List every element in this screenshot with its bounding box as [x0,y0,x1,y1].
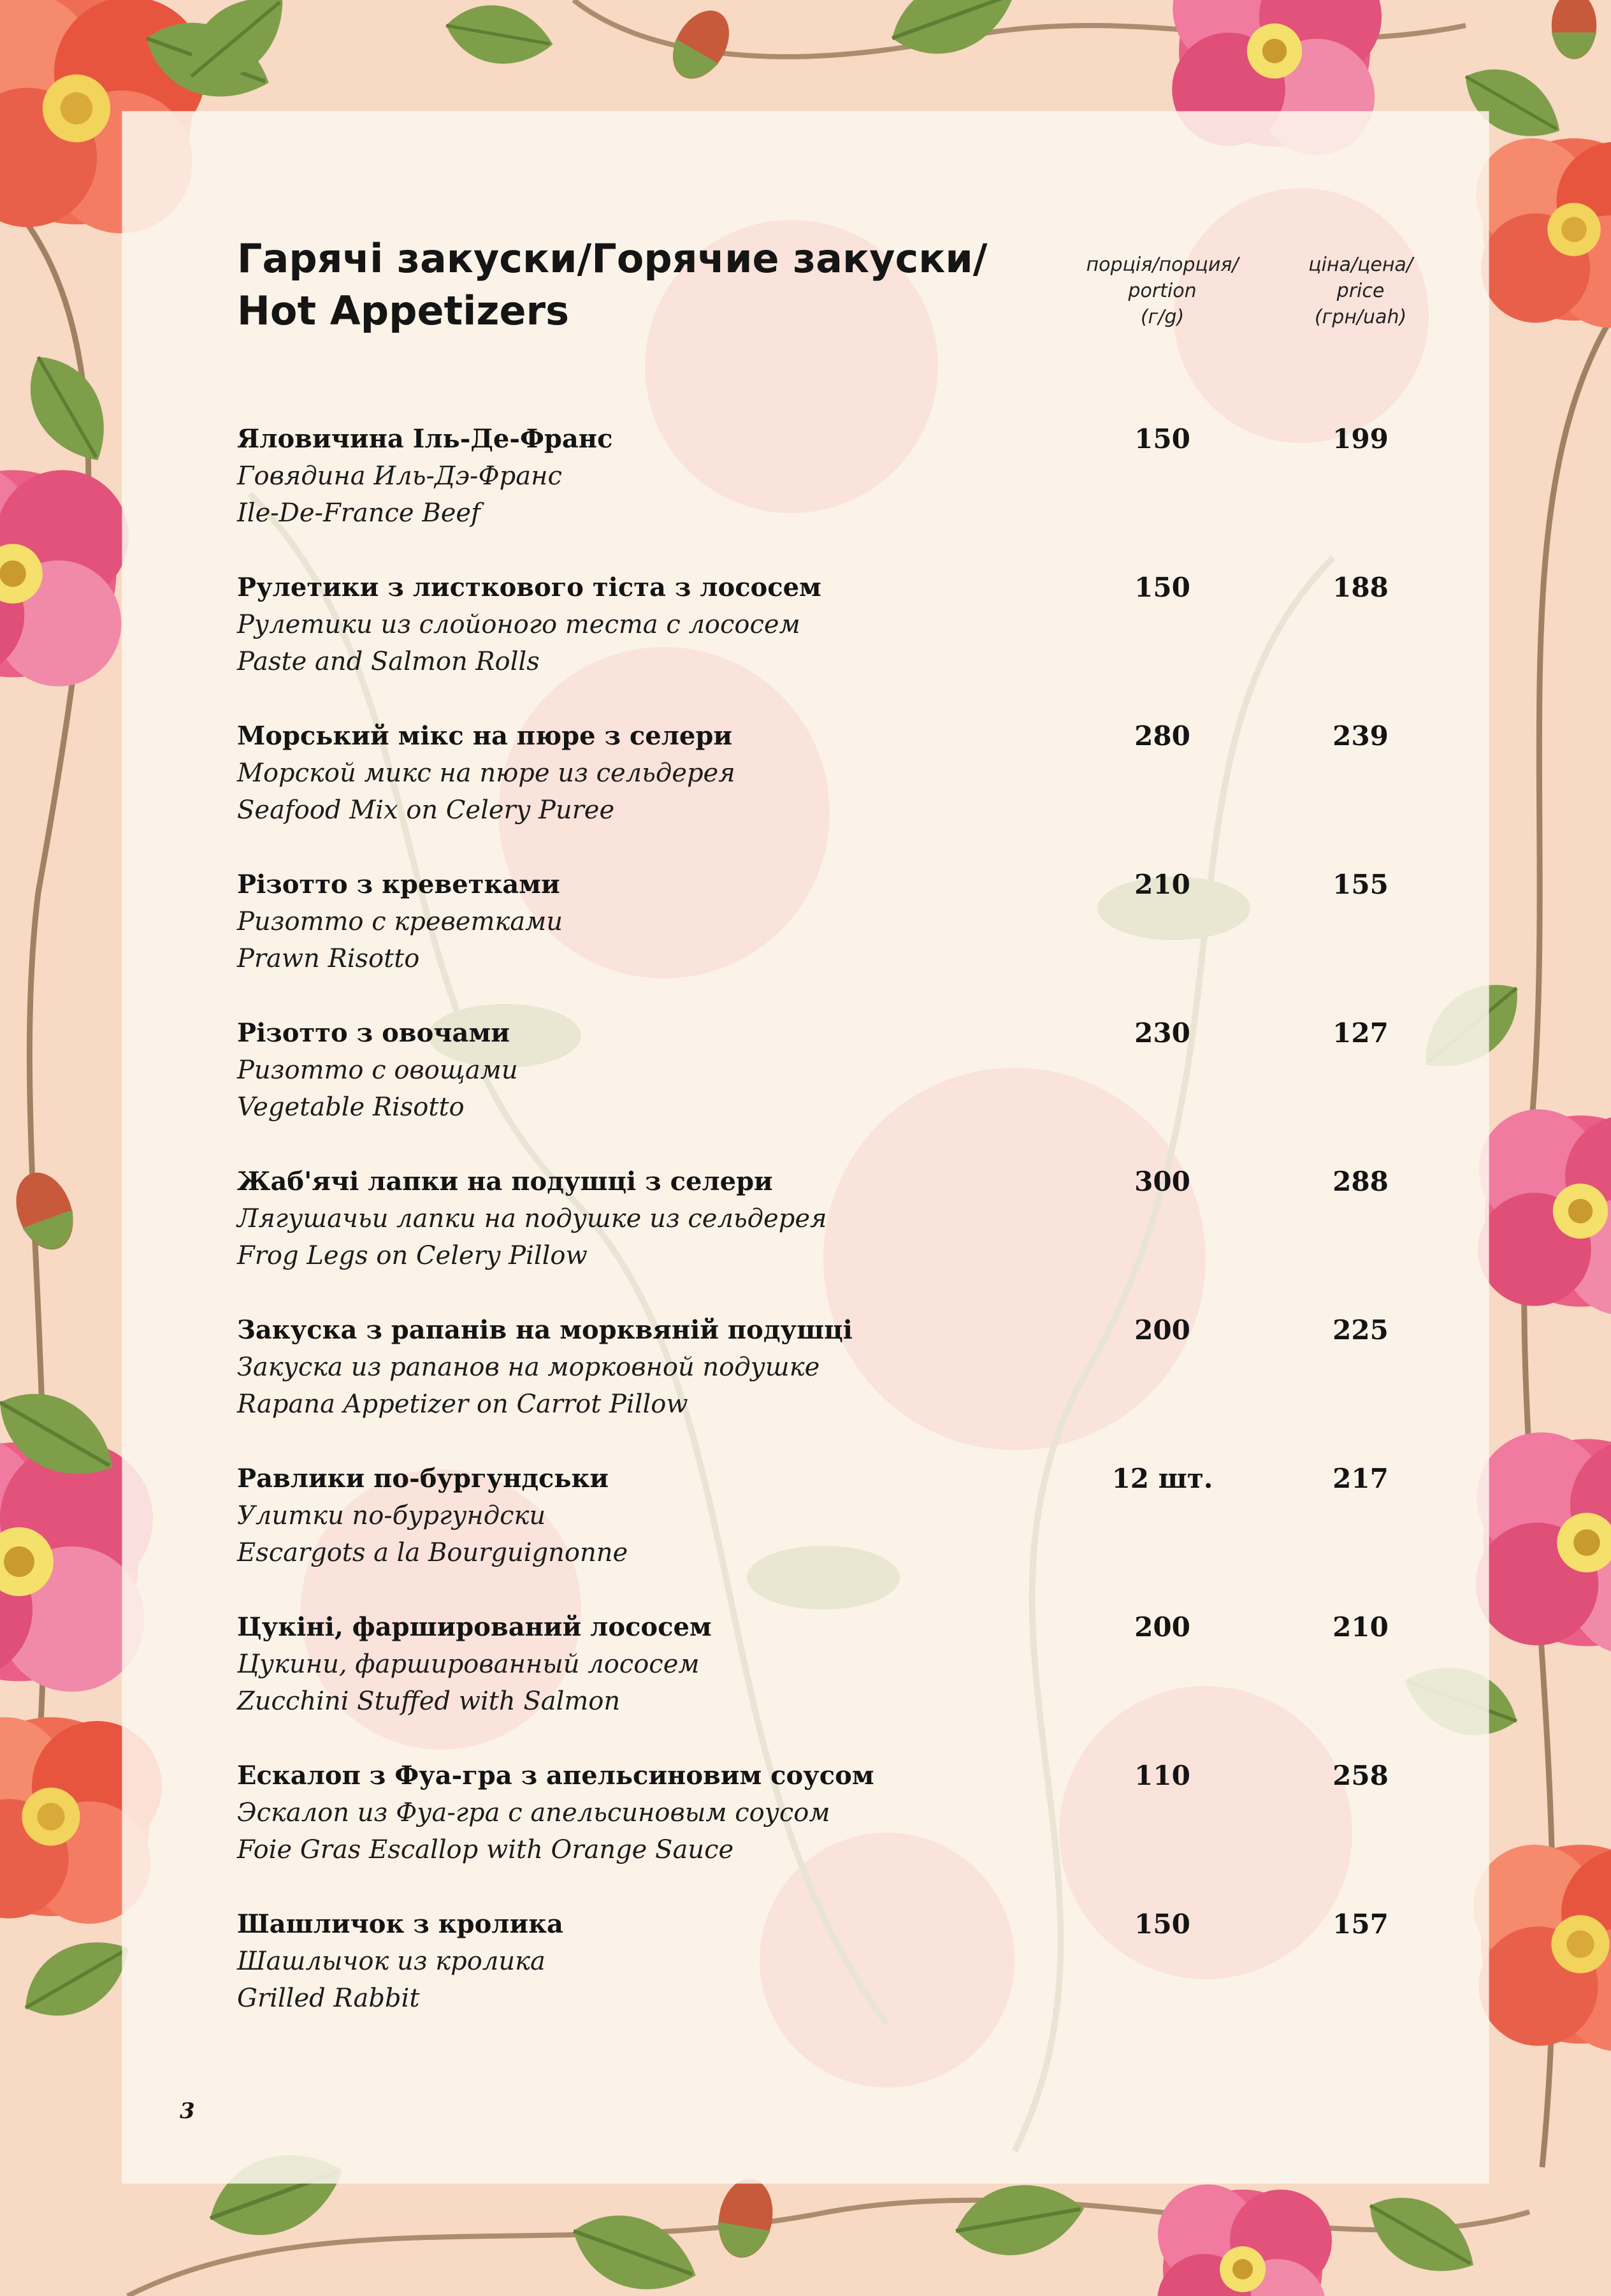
item-portion: 150 [1134,1908,1190,1940]
item-name-en: Grilled Rabbit [237,1984,420,2013]
item-name-ua: Рулетики з листкового тіста з лососем [237,572,821,602]
item-name-ua: Цукіні, фарширований лососем [237,1612,712,1642]
item-name-en: Frog Legs on Celery Pillow [237,1241,588,1270]
price-header-line: price [1336,280,1385,302]
item-portion: 210 [1134,869,1190,900]
price-header-line: ціна/цена/ [1308,254,1413,276]
item-name-ua: Жаб'ячі лапки на подушці з селери [237,1166,773,1196]
menu-item [237,1163,1448,1312]
item-name-ua: Морський мікс на пюре з селери [237,721,732,751]
item-name-en: Foie Gras Escallop with Orange Sauce [237,1835,734,1864]
item-portion: 150 [1134,572,1190,603]
item-name-ru: Закуска из рапанов на морковной подушке [237,1353,820,1382]
item-portion: 150 [1134,423,1190,454]
menu-item [237,718,1448,866]
portion-header-line: (г/g) [1140,306,1185,328]
item-price: 127 [1333,1017,1389,1049]
title-line: Hot Appetizers [237,287,570,334]
item-name-en: Paste and Salmon Rolls [237,647,540,676]
item-name-ua: Різотто з овочами [237,1018,510,1048]
item-name-ua: Яловичина Іль-Де-Франс [237,424,613,454]
menu-item [237,866,1448,1015]
item-price: 188 [1333,572,1389,603]
item-portion: 110 [1134,1760,1190,1791]
menu-item [237,1757,1448,1906]
item-name-en: Zucchini Stuffed with Salmon [237,1687,621,1716]
item-price: 225 [1333,1314,1389,1346]
item-name-ru: Ризотто с креветками [237,907,563,936]
item-name-ru: Шашлычок из кролика [237,1947,545,1976]
item-portion: 300 [1134,1166,1190,1197]
portion-header-line: portion [1128,280,1197,302]
item-name-ua: Різотто з креветками [237,869,560,899]
item-name-en: Ile-De-France Beef [237,498,480,528]
item-price: 157 [1333,1908,1389,1940]
item-name-ua: Равлики по-бургундськи [237,1464,609,1493]
page-number: 3 [180,2098,195,2124]
title-line: Гарячі закуски/Горячие закуски/ [237,235,988,282]
item-name-ua: Ескалоп з Фуа-гра з апельсиновим соусом [237,1761,874,1791]
price-column-header [1255,252,1466,330]
item-price: 258 [1333,1760,1389,1791]
menu-item [237,421,1448,569]
item-price: 239 [1333,720,1389,752]
item-name-ua: Закуска з рапанів на морквяній подушці [237,1315,853,1345]
price-header-line: (грн/uah) [1314,306,1407,328]
item-name-ru: Говядина Иль-Дэ-Франс [237,461,562,491]
item-name-ru: Эскалоп из Фуа-гра с апельсиновым соусом [237,1798,830,1827]
item-name-ru: Ризотто с овощами [237,1056,518,1085]
item-name-ru: Лягушачьи лапки на подушке из сельдерея [237,1204,827,1233]
item-name-ru: Улитки по-бургундски [237,1501,546,1530]
item-name-en: Rapana Appetizer on Carrot Pillow [237,1390,688,1419]
item-portion: 200 [1134,1611,1190,1643]
item-portion: 200 [1134,1314,1190,1346]
item-price: 210 [1333,1611,1389,1643]
item-name-en: Escargots a la Bourguignonne [237,1538,628,1567]
menu-item [237,1906,1448,2054]
menu-item [237,1015,1448,1163]
item-price: 155 [1333,869,1389,900]
menu-item [237,1460,1448,1609]
item-portion: 230 [1134,1017,1190,1049]
item-name-ru: Рулетики из слойоного теста с лососем [237,610,800,639]
portion-header-line: порція/порция/ [1086,254,1239,276]
item-price: 217 [1333,1463,1389,1494]
menu-item [237,1609,1448,1757]
item-name-ua: Шашличок з кролика [237,1909,563,1939]
item-name-ru: Морской микс на пюре из сельдерея [237,759,735,788]
item-portion: 280 [1134,720,1190,752]
portion-column-header [1057,252,1268,330]
item-price: 288 [1333,1166,1389,1197]
page-title [237,233,987,337]
item-price: 199 [1333,423,1389,454]
menu-list [237,421,1448,2054]
item-name-en: Prawn Risotto [237,944,420,973]
item-name-en: Vegetable Risotto [237,1093,465,1122]
menu-item [237,1312,1448,1460]
item-portion: 12 шт. [1111,1463,1213,1494]
item-name-ru: Цукини, фаршированный лососем [237,1650,700,1679]
menu-item [237,569,1448,718]
item-name-en: Seafood Mix on Celery Puree [237,796,615,825]
